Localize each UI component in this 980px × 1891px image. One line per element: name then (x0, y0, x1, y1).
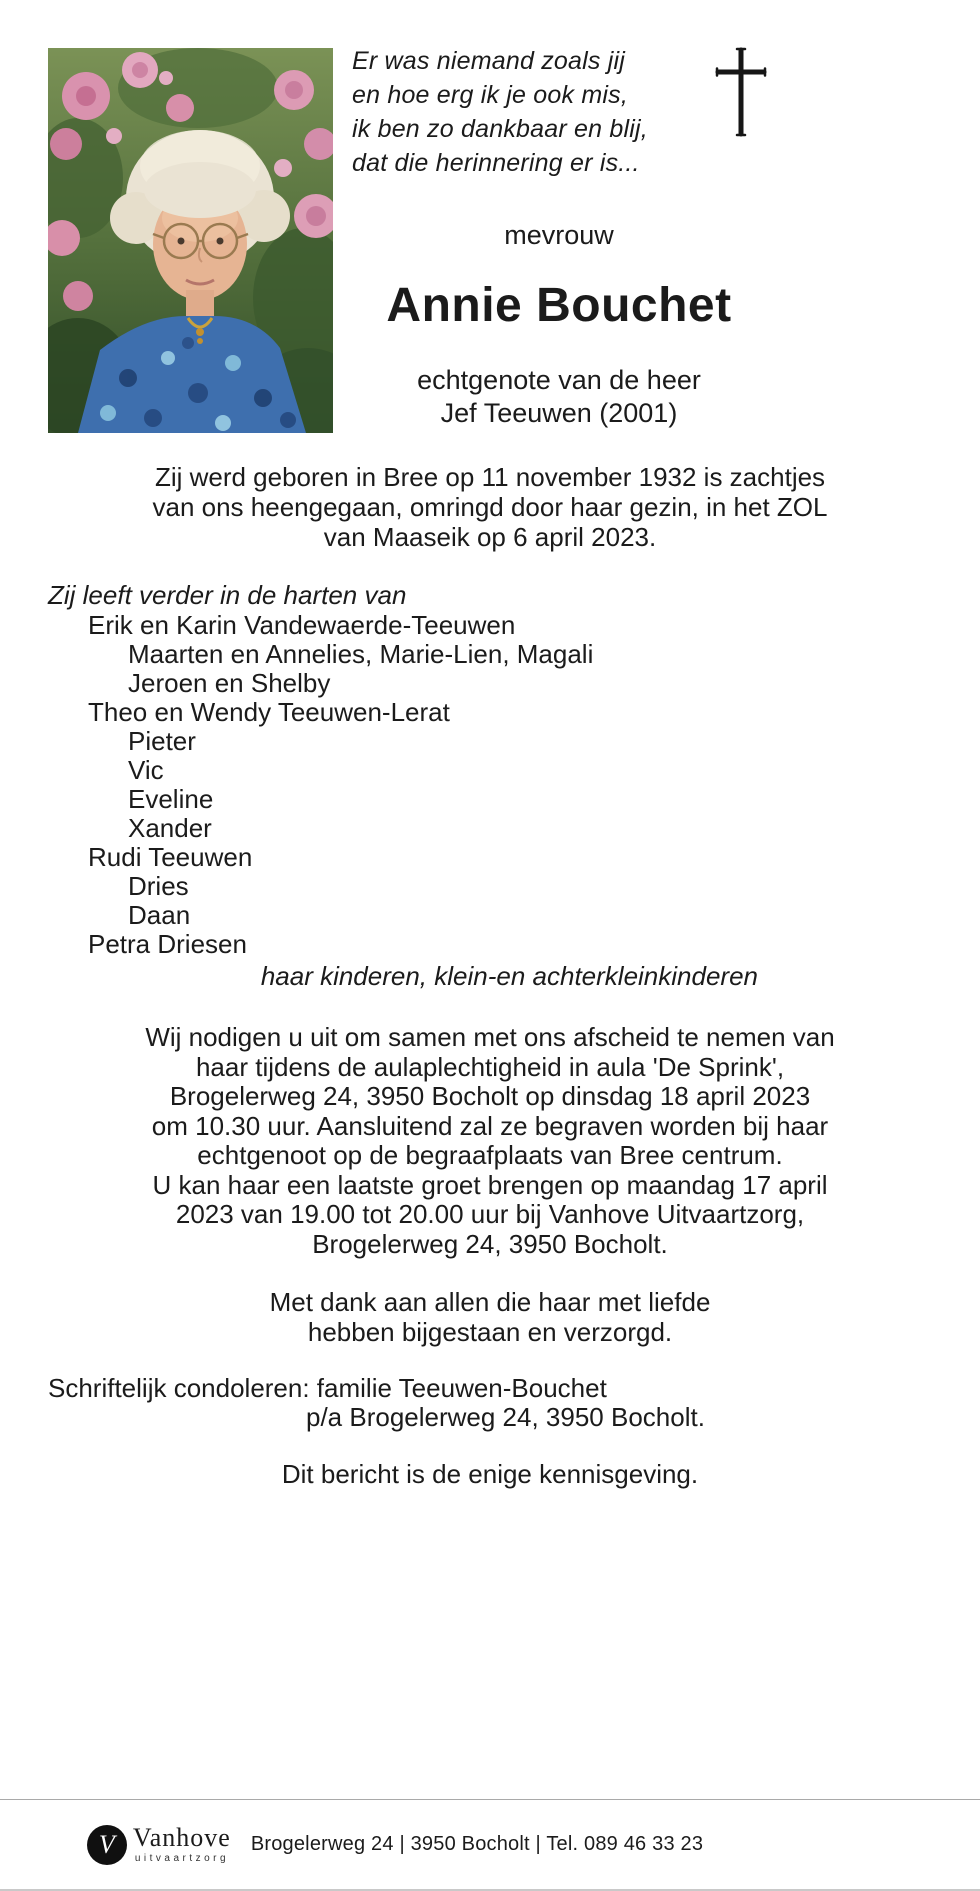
invitation-line: Brogelerweg 24, 3950 Bocholt. (312, 1228, 668, 1259)
logo-text (133, 1825, 231, 1864)
invitation-line: echtgenoot op de begraafplaats van Bree centrum. (197, 1140, 783, 1170)
poem-line: ik ben zo dankbaar en blij, (352, 115, 648, 143)
obituary-line: Zij werd geboren in Bree op 11 november 1932 is zachtjes (154, 462, 826, 492)
family-member: Eveline (128, 784, 214, 814)
family-member: Rudi Teeuwen (88, 842, 253, 872)
spouse-line: echtgenote van de heer (417, 365, 701, 395)
family-member: Daan (128, 900, 191, 930)
deceased-name: Annie Bouchet (386, 279, 732, 332)
obituary-line: van Maaseik op 6 april 2023. (323, 522, 657, 552)
memorial-poem (352, 44, 648, 180)
family-member: Dries (128, 871, 189, 901)
family-member: Vic (128, 755, 164, 785)
family-member: Petra Driesen (88, 929, 247, 959)
thanks-paragraph (0, 1287, 980, 1347)
thanks-line: Met dank aan allen die haar met liefde (269, 1287, 711, 1317)
footer-contact: Brogelerweg 24 | 3950 Bocholt | Tel. 089 46 33 23 (250, 1833, 704, 1855)
final-notice: Dit bericht is de enige kennisgeving. (281, 1459, 699, 1489)
invitation-line: 2023 van 19.00 tot 20.00 uur bij Vanhove Uitvaartzorg, (175, 1199, 805, 1229)
invitation-line: om 10.30 uur. Aansluitend zal ze begraven worden bij haar (151, 1110, 829, 1141)
thanks-line: hebben bijgestaan en verzorgd. (307, 1317, 673, 1347)
family-member: Xander (128, 813, 212, 843)
poem-line: dat die herinnering er is... (352, 149, 640, 177)
family-member: Theo en Wendy Teeuwen-Lerat (88, 697, 450, 727)
invitation-line: Brogelerweg 24, 3950 Bocholt op dinsdag 18 april 2023 (169, 1081, 811, 1111)
footer (0, 1799, 980, 1891)
condolence-block (48, 1374, 705, 1432)
poem-line: en hoe erg ik je ook mis, (352, 81, 628, 109)
condolence-line-2: p/a Brogelerweg 24, 3950 Bocholt. (306, 1402, 705, 1432)
spouse-lines (335, 364, 783, 430)
family-list (48, 611, 593, 959)
invitation-line: U kan haar een laatste groet brengen op maandag 17 april (152, 1169, 828, 1200)
spouse-line: Jef Teeuwen (2001) (440, 398, 678, 428)
family-member: Erik en Karin Vandewaerde-Teeuwen (88, 610, 516, 640)
portrait-photo (48, 48, 333, 433)
family-member: Maarten en Annelies, Marie-Lien, Magali (128, 639, 594, 669)
poem-line: Er was niemand zoals jij (352, 47, 625, 75)
family-member: Jeroen en Shelby (128, 668, 331, 698)
invitation-line: haar tijdens de aulaplechtigheid in aula 'De Sprink', (195, 1051, 785, 1082)
logo-name: Vanhove (132, 1823, 231, 1852)
obituary-line: van ons heengegaan, omringd door haar gezin, in het ZOL (152, 492, 828, 522)
funeral-home-logo (87, 1825, 231, 1865)
invitation-line: Wij nodigen u uit om samen met ons afscheid te nemen van (145, 1022, 835, 1052)
latin-cross-icon (712, 46, 770, 138)
salutation-label: mevrouw (504, 220, 614, 250)
family-intro: Zij leeft verder in de harten van (48, 580, 407, 610)
obituary-paragraph (0, 462, 980, 552)
invitation-paragraph (0, 1023, 980, 1259)
logo-monogram-icon: V (87, 1825, 127, 1865)
family-member: Pieter (128, 726, 196, 756)
family-outro: haar kinderen, klein-en achterkleinkinderen (260, 961, 758, 991)
logo-tagline: uitvaartzorg (134, 1853, 230, 1864)
condolence-line-1: Schriftelijk condoleren: familie Teeuwen-Bouchet (48, 1373, 607, 1403)
